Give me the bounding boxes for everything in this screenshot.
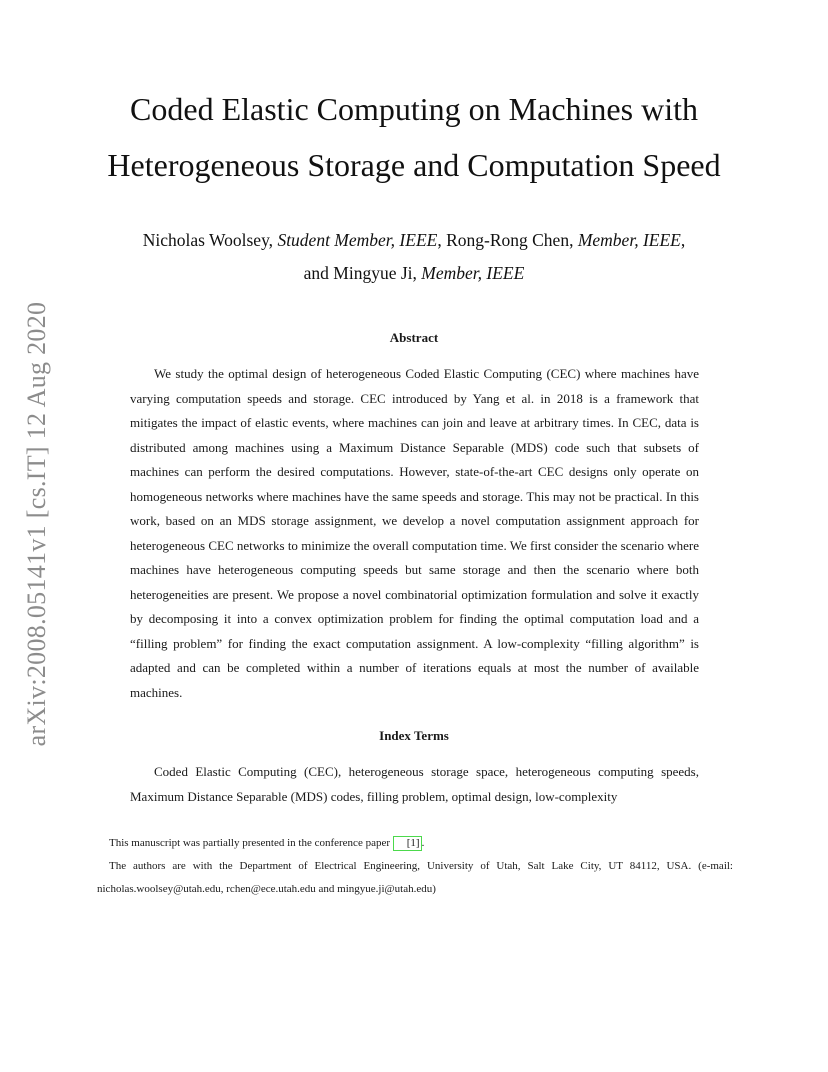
footnotes: [97, 832, 733, 901]
title-line-1: Coded Elastic Computing on Machines with: [130, 91, 698, 127]
footnote-conference: [97, 832, 733, 855]
author-1-membership: Student Member, IEEE: [277, 230, 438, 250]
paper-title: [0, 81, 828, 193]
title-line-2: Heterogeneous Storage and Computation Speed: [107, 147, 721, 183]
author-1-name: Nicholas Woolsey,: [142, 230, 278, 250]
author-list: [0, 224, 828, 290]
author-line-2: [0, 257, 828, 290]
footnote-affiliation: The authors are with the Department of Electrical Engineering, University of Utah, Salt Lake City, UT 84112, USA. (e-mail: nicholas.woolsey@utah.edu, rchen@ece.utah.edu and mingyue.ji@utah.edu): [97, 860, 733, 895]
index-terms-heading: Index Terms: [379, 728, 449, 743]
footnote-conference-text: This manuscript was partially presented in the conference paper: [109, 837, 393, 849]
abstract-heading: Abstract: [389, 330, 439, 345]
footnote-conference-end: .: [421, 837, 425, 849]
author-separator: ,: [680, 230, 686, 250]
author-2-membership: Member, IEEE: [577, 230, 681, 250]
author-2-name: , Rong-Rong Chen,: [437, 230, 578, 250]
citation-link[interactable]: [1]: [393, 836, 422, 851]
arxiv-identifier-stamp: arXiv:2008.05141v1 [cs.IT] 12 Aug 2020: [22, 301, 51, 747]
author-line-1: [0, 224, 828, 257]
author-3-membership: Member, IEEE: [421, 263, 525, 283]
index-terms-text: Coded Elastic Computing (CEC), heterogeneous storage space, heterogeneous computing speeds, Maximum Distance Separable (MDS) codes, filling problem, optimal design, low-complexity: [130, 764, 699, 804]
abstract-text: We study the optimal design of heterogeneous Coded Elastic Computing (CEC) where machines have varying computation speeds and storage. CEC introduced by Yang et al. in 2018 is a framework that mitigates the impact of elastic events, where machines can join and leave at arbitrary times. In CEC, data is distributed among machines using a Maximum Distance Separable (MDS) code such that subsets of machines can perform the desired computations. However, state-of-the-art CEC designs only operate on homogeneous networks where machines have the same speeds and storage. This may not be practical. In this work, based on an MDS storage assignment, we develop a novel computation assignment approach for heterogeneous CEC networks to minimize the overall computation time. We first consider the scenario where machines have heterogeneous computing speeds but same storage and then the scenario where both heterogeneities are present. We propose a novel combinatorial optimization formulation and solve it exactly by decomposing it into a convex optimization problem for finding the optimal computation load and a “filling problem” for finding the exact computation assignment. A low-complexity “filling algorithm” is adapted and can be completed within a number of iterations equals at most the number of available machines.: [130, 366, 699, 700]
author-3-name: and Mingyue Ji,: [303, 263, 422, 283]
